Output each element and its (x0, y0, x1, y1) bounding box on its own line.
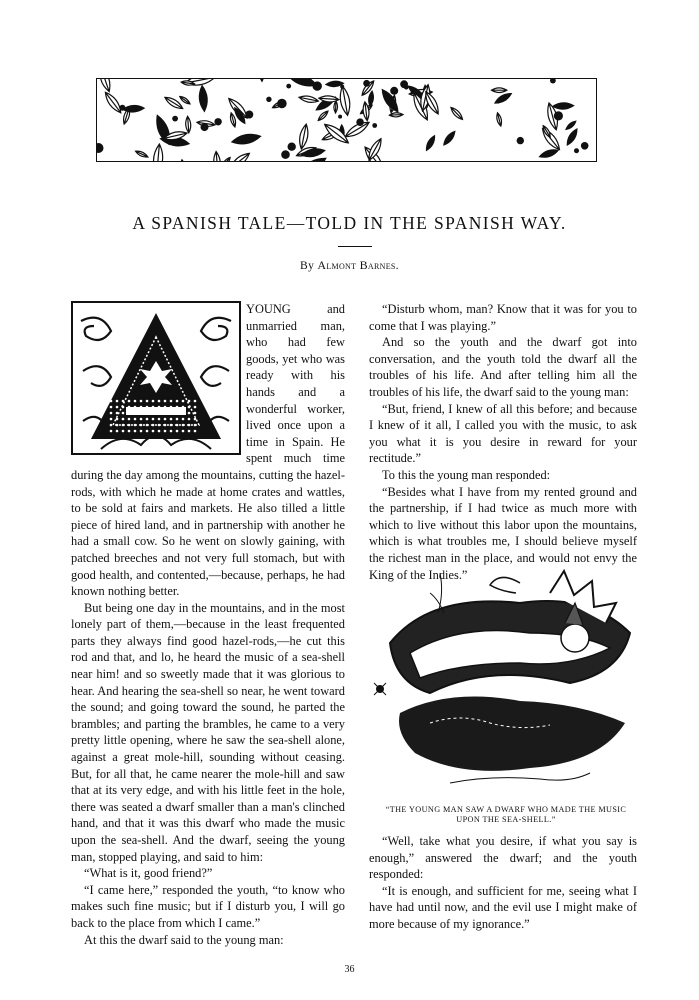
banner-leaf (228, 151, 251, 161)
dropcap-dot (158, 400, 161, 403)
banner-berry (288, 143, 296, 151)
author-name: Almont Barnes. (317, 258, 399, 272)
banner-berry (372, 123, 377, 128)
dropcap-dot (146, 400, 149, 403)
dropcap-dot (194, 430, 197, 433)
dropcap-dot (152, 424, 155, 427)
dropcap-dot (140, 400, 143, 403)
banner-leaf (213, 151, 221, 161)
paragraph-11: “Well, take what you desire, if what you say is enough,” answered the dwarf; and the youth responded: (369, 834, 637, 882)
dropcap-dot (188, 430, 191, 433)
dropcap-dot (122, 400, 125, 403)
dropcap-dot (122, 424, 125, 427)
dropcap-dot (182, 424, 185, 427)
banner-berry (277, 99, 287, 109)
ornamental-dropcap-a (71, 301, 241, 455)
paragraph-7: And so the youth and the dwarf got into conversation, and the youth told the dwarf all the troubles of his life. And after telling him all the troubles of his life, the dwarf said to the young man: (369, 335, 637, 399)
dropcap-dot (158, 424, 161, 427)
dropcap-dot (188, 418, 191, 421)
dropcap-dot (176, 430, 179, 433)
dropcap-dot (158, 418, 161, 421)
dropcap-dot (194, 400, 197, 403)
dropcap-dot (110, 400, 113, 403)
dropcap-dot (146, 424, 149, 427)
right-column-bottom (369, 833, 637, 933)
dropcap-dot (170, 418, 173, 421)
paragraph-4: “I came here,” responded the youth, “to know who makes such fine music; but if I disturb you, I will go back to the place from which I came.” (71, 882, 345, 930)
banner-leaf (135, 149, 149, 158)
banner-berry (286, 84, 291, 89)
banner-berry (214, 118, 221, 125)
dropcap-dot (170, 424, 173, 427)
banner-berry (550, 79, 556, 84)
paragraph-12: “It is enough, and sufficient for me, seeing what I have had until now, and the evil use I might make of more because of my ignorance.” (369, 883, 637, 931)
dropcap-dot (134, 424, 137, 427)
banner-leaf (496, 112, 503, 126)
banner-berry (245, 111, 253, 119)
banner-berry (201, 123, 209, 131)
dropcap-dot (176, 418, 179, 421)
dropcap-dot (110, 430, 113, 433)
dropcap-dot (122, 430, 125, 433)
banner-leaf (565, 128, 579, 147)
dropcap-dot (122, 412, 125, 415)
banner-leaf (553, 102, 574, 109)
dropcap-dot (164, 400, 167, 403)
banner-berry (281, 150, 290, 159)
dropcap-dot (116, 412, 119, 415)
banner-berry (363, 80, 370, 87)
sea-shell-dwarf-illustration (370, 563, 642, 803)
banner-leaf (442, 130, 457, 147)
dropcap-dot (176, 424, 179, 427)
dropcap-dot (170, 400, 173, 403)
dropcap-dot (188, 424, 191, 427)
dropcap-dot (134, 400, 137, 403)
banner-berry (390, 87, 398, 95)
dropcap-dot (164, 424, 167, 427)
right-column-top (369, 301, 637, 583)
dropcap-dot (110, 412, 113, 415)
banner-leaf (97, 79, 113, 93)
dropcap-dot (110, 418, 113, 421)
banner-leaf (334, 101, 338, 113)
banner-berry (574, 148, 579, 153)
banner-berry (356, 118, 364, 126)
banner-berry (338, 115, 342, 119)
banner-berry (517, 137, 524, 144)
dropcap-dot (122, 406, 125, 409)
dropcap-dot (116, 424, 119, 427)
dropcap-dot (188, 412, 191, 415)
floral-header-banner (96, 78, 597, 162)
banner-berry (400, 80, 408, 88)
dropcap-dot (194, 406, 197, 409)
dropcap-dot (152, 430, 155, 433)
dropcap-dot (170, 430, 173, 433)
banner-berry (97, 143, 104, 153)
dropcap-dot (164, 418, 167, 421)
dropcap-dot (128, 400, 131, 403)
banner-berry (119, 105, 125, 111)
dropcap-dot (152, 418, 155, 421)
dropcap-dot (140, 424, 143, 427)
banner-leaf (317, 110, 330, 122)
paragraph-6: “Disturb whom, man? Know that it was for you to come that I was playing.” (369, 302, 637, 333)
dropcap-dot (176, 400, 179, 403)
dropcap-dot (122, 418, 125, 421)
dropcap-dot (110, 406, 113, 409)
banner-leaf (259, 79, 264, 81)
banner-leaf (102, 90, 124, 115)
dropcap-dot (146, 418, 149, 421)
banner-leaf (539, 148, 559, 160)
dropcap-dot (194, 418, 197, 421)
banner-berry (340, 85, 344, 89)
dropcap-dot (134, 418, 137, 421)
title-divider (338, 246, 372, 247)
paragraph-2: But being one day in the mountains, and in the most lonely part of them,—because in the least frequented parts they always find good hazel-rods,—he cut this rod and that, and lo, he heard the music of a sea-shell near him! and so sweetly made that it was glorious to hear. And hearing the sea-shell so near, he went toward the sound; and going toward the sound, he parted the brambles; and parting the brambles, he came to a very pretty little opening, where he saw the sea-shell alone, against a great mole-hill, sounding without ceasing. But, for all that, he came nearer the mole-hill and saw that at its very edge, and with his little feet in the hole, there was seated a dwarf smaller than a man's clinched hand, and that it was this dwarf who made the music upon the sea-shell. And the dwarf, seeing the young man, stopped playing, and said to him: (71, 600, 345, 864)
byline (0, 258, 699, 273)
dropcap-dot (128, 430, 131, 433)
banner-leaf (424, 135, 436, 152)
banner-leaf (492, 88, 507, 93)
illustration-caption: “THE YOUNG MAN SAW A DWARF WHO MADE THE MUSIC UPON THE SEA-SHELL.” (385, 805, 627, 824)
article-title: A SPANISH TALE—TOLD IN THE SPANISH WAY. (132, 213, 567, 233)
dropcap-dot (152, 400, 155, 403)
dropcap-dot (164, 430, 167, 433)
paragraph-3: “What is it, good friend?” (84, 866, 213, 881)
banner-leaf (198, 85, 208, 111)
dropcap-dot (182, 430, 185, 433)
dropcap-dot (188, 406, 191, 409)
dropcap-dot (182, 400, 185, 403)
paragraph-1: YOUNG and unmarried man, who had few goods, yet who was ready with his hands and a wonderful worker, lived once upon a time in Spain. He spent much time during the day among the mountains, cutting the hazel-rods, with which he made at home crates and wattles, to be sold at fairs and markets. He also tilled a little piece of hired land, and in partnership with another he had a small cow. So he went on slowly gaining, with patched breeches and not very full stomach, but with good health, and contented,—because, perhaps, he had known nothing better. (71, 302, 345, 599)
banner-leaf (449, 106, 464, 121)
banner-leaf (539, 126, 562, 152)
dropcap-dot (194, 412, 197, 415)
dropcap-dot (188, 400, 191, 403)
dropcap-dot (182, 418, 185, 421)
banner-leaf (231, 132, 261, 146)
dropcap-dot (110, 424, 113, 427)
dropcap-dot (116, 418, 119, 421)
banner-leaf (338, 85, 352, 116)
banner-leaf (179, 95, 191, 105)
banner-berry (554, 111, 563, 120)
dropcap-dot (146, 430, 149, 433)
dropcap-letter: A (156, 391, 157, 392)
banner-berry (172, 116, 178, 122)
dropcap-dot (128, 424, 131, 427)
banner-leaf (494, 91, 513, 105)
banner-leaf (298, 123, 310, 149)
banner-leaf (152, 144, 164, 161)
paragraph-5: At this the dwarf said to the young man: (84, 932, 284, 947)
dropcap-dot (134, 430, 137, 433)
dropcap-dot (116, 400, 119, 403)
banner-leaf (298, 94, 319, 104)
paragraph-8: “But, friend, I knew of all this before; and because I knew of it all, I called you with the music, to ask you what it is you desire in reward for your rectitude.” (369, 401, 637, 466)
banner-berry (581, 142, 589, 150)
banner-berry (266, 97, 271, 102)
dropcap-dot (116, 406, 119, 409)
banner-berry (313, 81, 322, 90)
dropcap-dot (116, 430, 119, 433)
dropcap-dot (140, 430, 143, 433)
banner-leaf (368, 91, 375, 107)
banner-leaf (179, 159, 187, 161)
banner-leaf (185, 116, 191, 133)
banner-leaf (221, 156, 232, 161)
banner-leaf (565, 120, 577, 131)
dropcap-dot (158, 430, 161, 433)
dropcap-dot (140, 418, 143, 421)
dropcap-dot (194, 424, 197, 427)
left-column (71, 301, 345, 948)
dropcap-dot (128, 418, 131, 421)
byline-prefix: By (300, 259, 315, 272)
page-number: 36 (344, 964, 355, 975)
paragraph-10: “Besides what I have from my rented ground and the partnership, if I had twice as much more with which to live without this labor upon the mountains, which is what troubles me, I should believe myself the richest man in the place, and would not envy the King of the Indies.” (369, 484, 637, 582)
paragraph-9: To this the young man responded: (382, 467, 551, 482)
